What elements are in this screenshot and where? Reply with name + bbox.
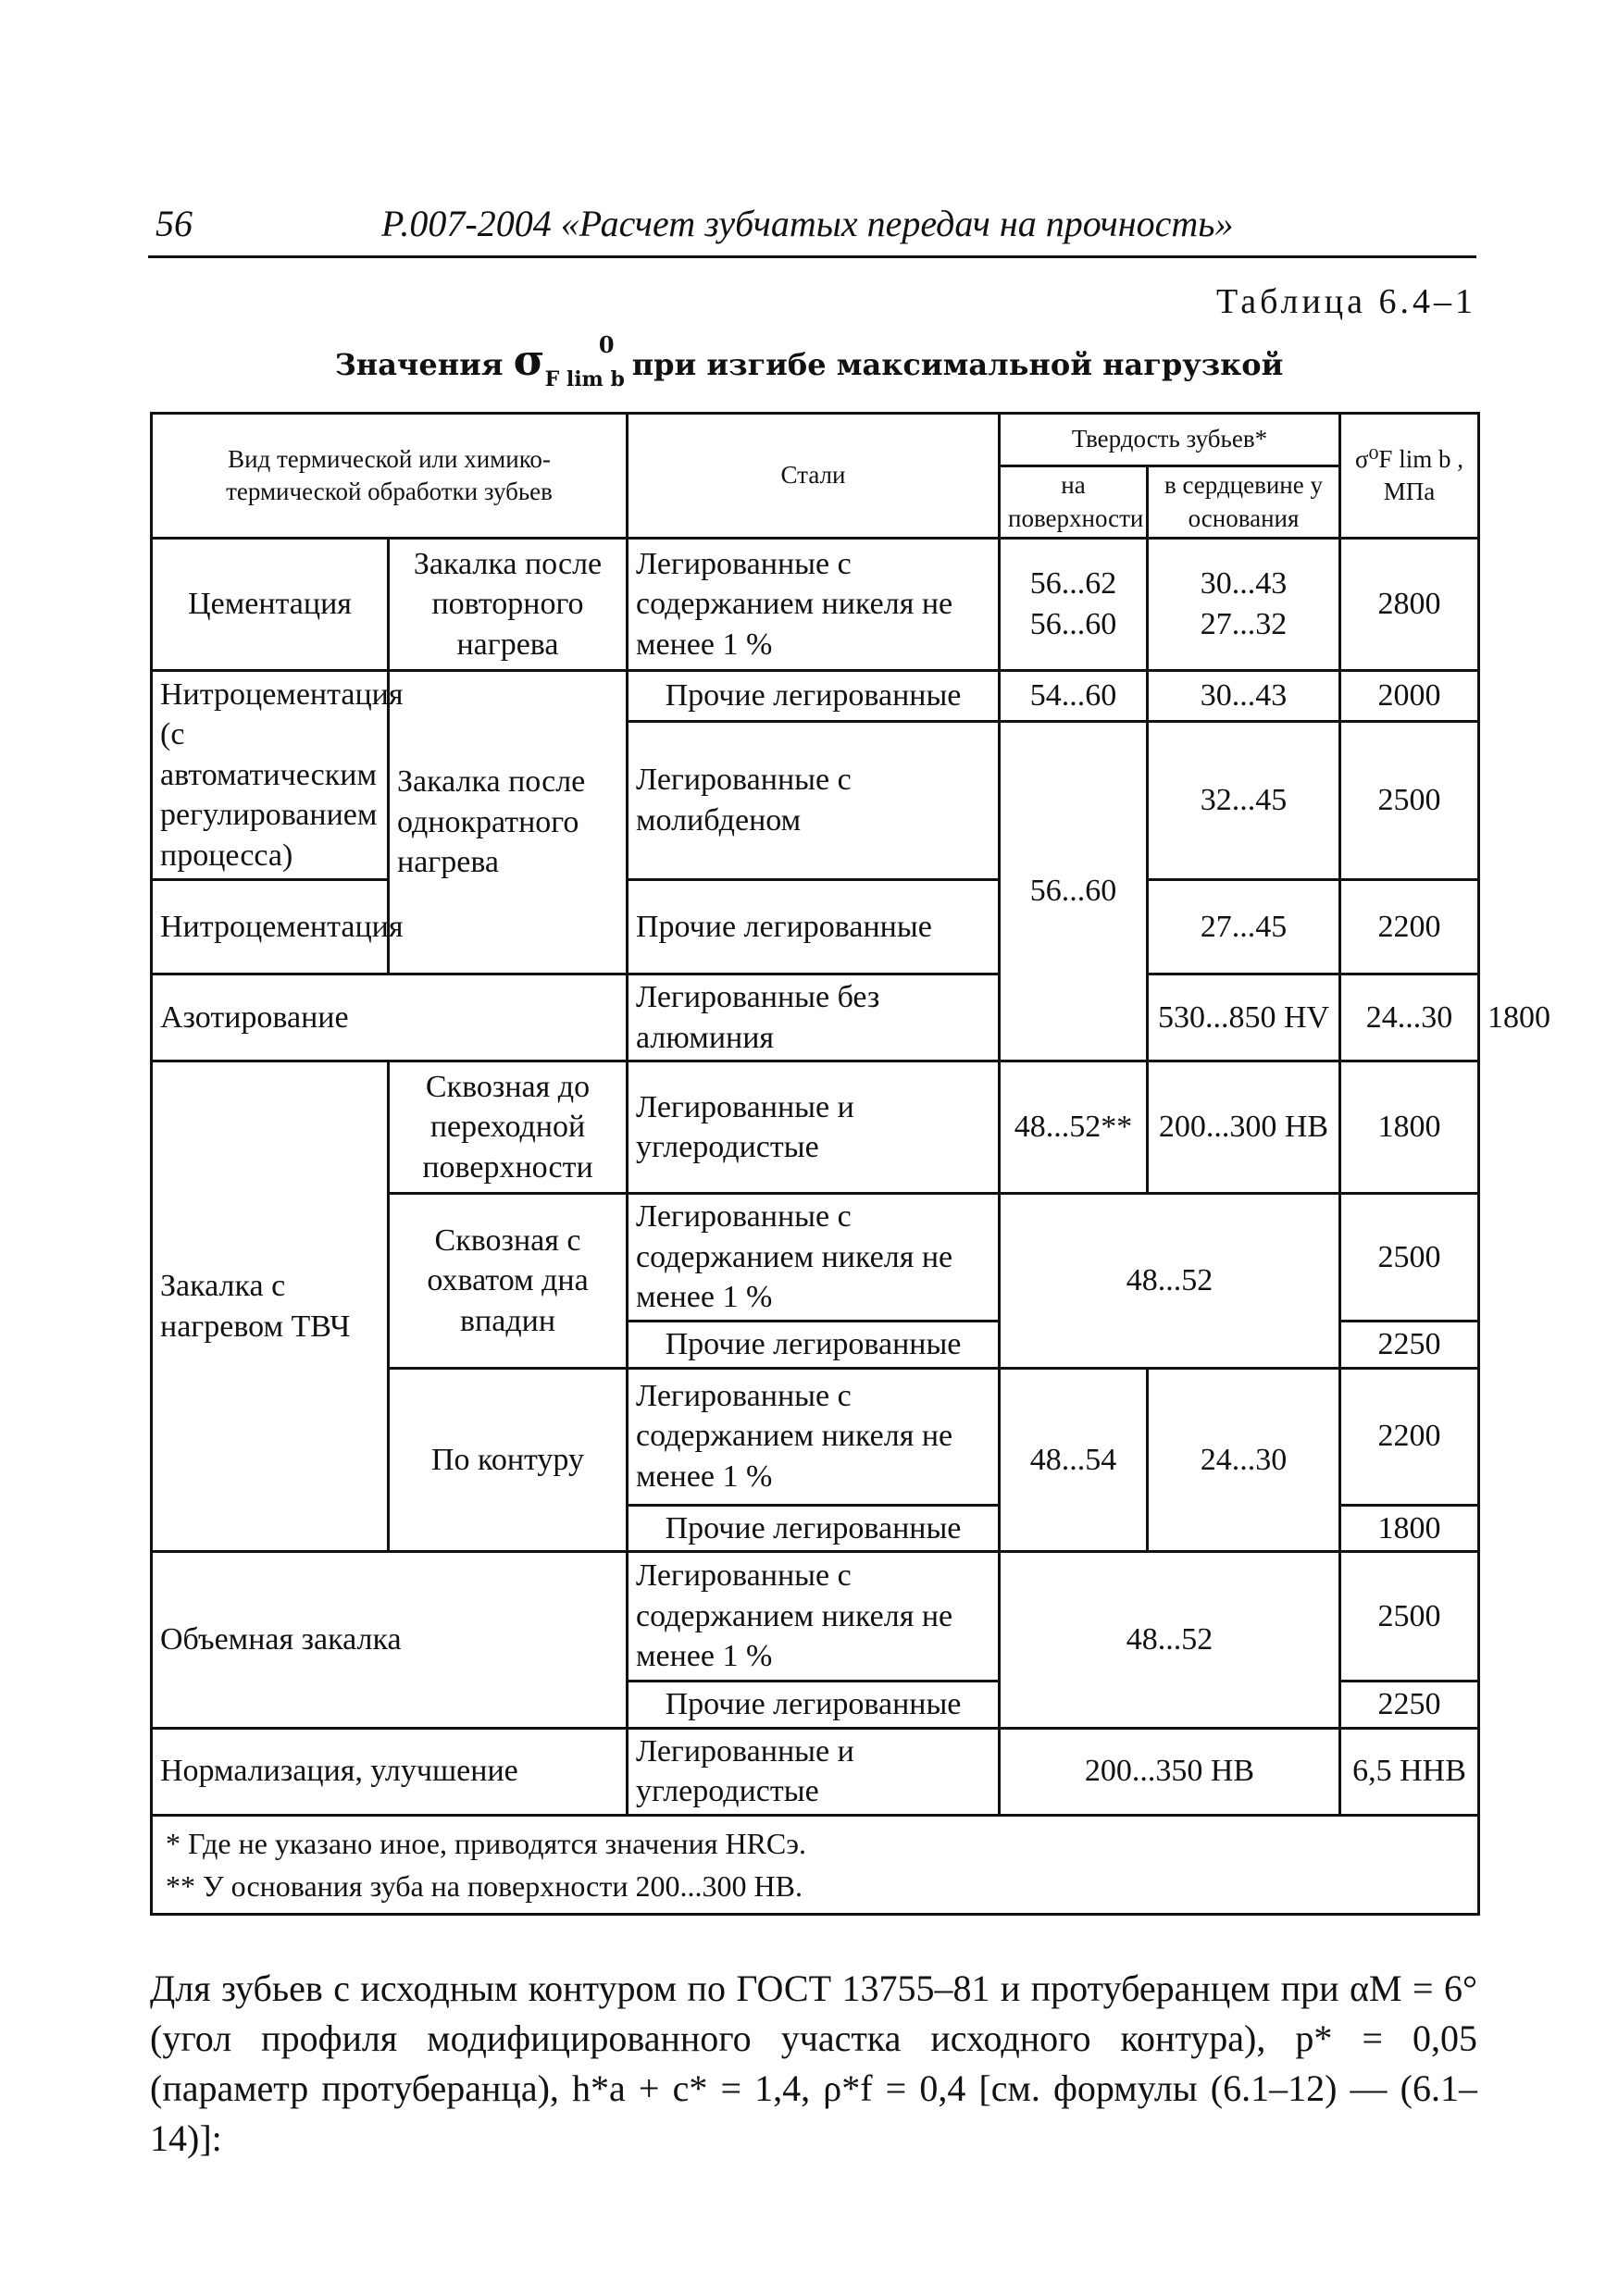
subtype-cell: Закалка после повторного нагрева xyxy=(389,539,628,671)
steel-cell: Легированные с содержанием никеля не менее 1 % xyxy=(628,539,1000,671)
surface-cell: 54...60 xyxy=(1000,671,1148,722)
treatment-cell: Закалка с нагревом ТВЧ xyxy=(152,1061,389,1552)
core-cell: 200...300 HB xyxy=(1148,1061,1340,1194)
subtype-cell: Сквозная с охватом дна впадин xyxy=(389,1194,628,1369)
surface-cell: 56...60 xyxy=(1000,722,1148,1061)
steel-cell: Легированные с содержанием никеля не менее 1 % xyxy=(628,1194,1000,1322)
table-row xyxy=(152,880,1479,974)
core-cell: 24...30 xyxy=(1340,974,1479,1061)
sigma-cell: 2500 xyxy=(1340,722,1479,880)
treatment-cell: Нитроцементация xyxy=(152,880,389,974)
sigma-cell: 2800 xyxy=(1340,539,1479,671)
hardness-cell: 48...52 xyxy=(1000,1552,1340,1729)
sigma-cell: 1800 xyxy=(1340,1061,1479,1194)
surface-cell: 48...52** xyxy=(1000,1061,1148,1194)
document-title: Р.007-2004 «Расчет зубчатых передач на прочность» xyxy=(381,203,1234,244)
steel-cell: Легированные с содержанием никеля не менее 1 % xyxy=(628,1552,1000,1682)
table-notes xyxy=(152,1815,1479,1915)
surface-cell: 48...54 xyxy=(1000,1368,1148,1552)
sigma-subscript: F lim b xyxy=(544,367,625,391)
sigma-superscript: 0 xyxy=(598,331,615,358)
treatment-cell: Цементация xyxy=(152,539,389,671)
table-row: Азотирование Легированные без алюминия 530...850 HV 24...30 1800 xyxy=(152,974,1479,1061)
sigma-cell: 2000 xyxy=(1340,671,1479,722)
subtype-cell: Закалка после однократного нагрева xyxy=(389,671,628,974)
footnote: * Где не указано иное, приводятся значения HRCэ. xyxy=(166,1826,806,1860)
steel-cell: Легированные без алюминия xyxy=(628,974,1000,1061)
treatment-cell: Объемная закалка xyxy=(152,1552,628,1729)
header-treatment: Вид термической или химико-термической обработки зубьев xyxy=(152,414,628,539)
hardness-cell: 200...350 HB xyxy=(1000,1728,1340,1815)
header-sigma: σ⁰F lim b , МПа xyxy=(1340,414,1479,539)
header-core: в сердцевине у основания xyxy=(1148,466,1340,539)
surface-cell: 530...850 HV xyxy=(1148,974,1340,1061)
sigma-cell: 2500 xyxy=(1340,1194,1479,1322)
steel-cell: Прочие легированные xyxy=(628,1505,1000,1552)
body-paragraph: Для зубьев с исходным контуром по ГОСТ 13755–81 и протуберанцем при αM = 6° (угол профиля модифицированного участка исходного контура), p* = 0,05 (параметр протуберанца), h*a + c* = 1,4, ρ*f = 0,4 [см. формулы (6.1–12) — (6.1–14)]: xyxy=(150,1967,1477,2159)
table-row xyxy=(152,671,1479,722)
sigma-cell: 2500 xyxy=(1340,1552,1479,1682)
core-cell: 24...30 xyxy=(1148,1368,1340,1552)
steel-cell: Прочие легированные xyxy=(628,1682,1000,1729)
table-title xyxy=(0,331,1618,391)
table-row xyxy=(152,539,1479,671)
header-surface: на поверхности xyxy=(1000,466,1148,539)
surface-cell: 56...62 56...60 xyxy=(1000,539,1148,671)
core-cell: 27...45 xyxy=(1148,880,1340,974)
sigma-cell: 2200 xyxy=(1340,880,1479,974)
steel-cell: Легированные и углеродистые xyxy=(628,1728,1000,1815)
table-row xyxy=(152,1552,1479,1682)
table-row xyxy=(152,1061,1479,1194)
table-notes-row xyxy=(152,1815,1479,1915)
strength-table xyxy=(150,412,1550,1916)
sigma-cell: 6,5 HHB xyxy=(1340,1728,1479,1815)
treatment-cell: Нормализация, улучшение xyxy=(152,1728,628,1815)
subtype-cell: Сквозная до переходной поверхности xyxy=(389,1061,628,1194)
page-header xyxy=(148,202,1476,258)
sigma-cell: 2250 xyxy=(1340,1322,1479,1369)
core-cell: 30...43 xyxy=(1148,671,1340,722)
treatment-cell: Азотирование xyxy=(152,974,628,1061)
treatment-cell: Нитроцементация (с автоматическим регулированием процесса) xyxy=(152,671,389,880)
sigma-cell: 2250 xyxy=(1340,1682,1479,1729)
subtype-cell: По контуру xyxy=(389,1368,628,1552)
table-title-prefix: Значения xyxy=(334,347,504,382)
steel-cell: Прочие легированные xyxy=(628,1322,1000,1369)
core-cell: 30...43 27...32 xyxy=(1148,539,1340,671)
steel-cell: Прочие легированные xyxy=(628,880,1000,974)
table-title-suffix: при изгибе максимальной нагрузкой xyxy=(631,347,1284,382)
steel-cell: Легированные с содержанием никеля не менее 1 % xyxy=(628,1368,1000,1505)
steel-cell: Прочие легированные xyxy=(628,671,1000,722)
header-hardness: Твердость зубьев* xyxy=(1000,414,1340,466)
footnote: ** У основания зуба на поверхности 200...300 HB. xyxy=(166,1869,803,1903)
hardness-cell: 48...52 xyxy=(1000,1194,1340,1369)
sigma-symbol: σ xyxy=(513,335,545,385)
sigma-cell: 2200 xyxy=(1340,1368,1479,1505)
page-number: 56 xyxy=(156,203,193,244)
steel-cell: Легированные и углеродистые xyxy=(628,1061,1000,1194)
table-row xyxy=(152,1728,1479,1815)
header-steels: Стали xyxy=(628,414,1000,539)
core-cell: 32...45 xyxy=(1148,722,1340,880)
table-label: Таблица 6.4–1 xyxy=(1215,282,1476,321)
steel-cell: Легированные с молибденом xyxy=(628,722,1000,880)
sigma-cell: 1800 xyxy=(1340,1505,1479,1552)
